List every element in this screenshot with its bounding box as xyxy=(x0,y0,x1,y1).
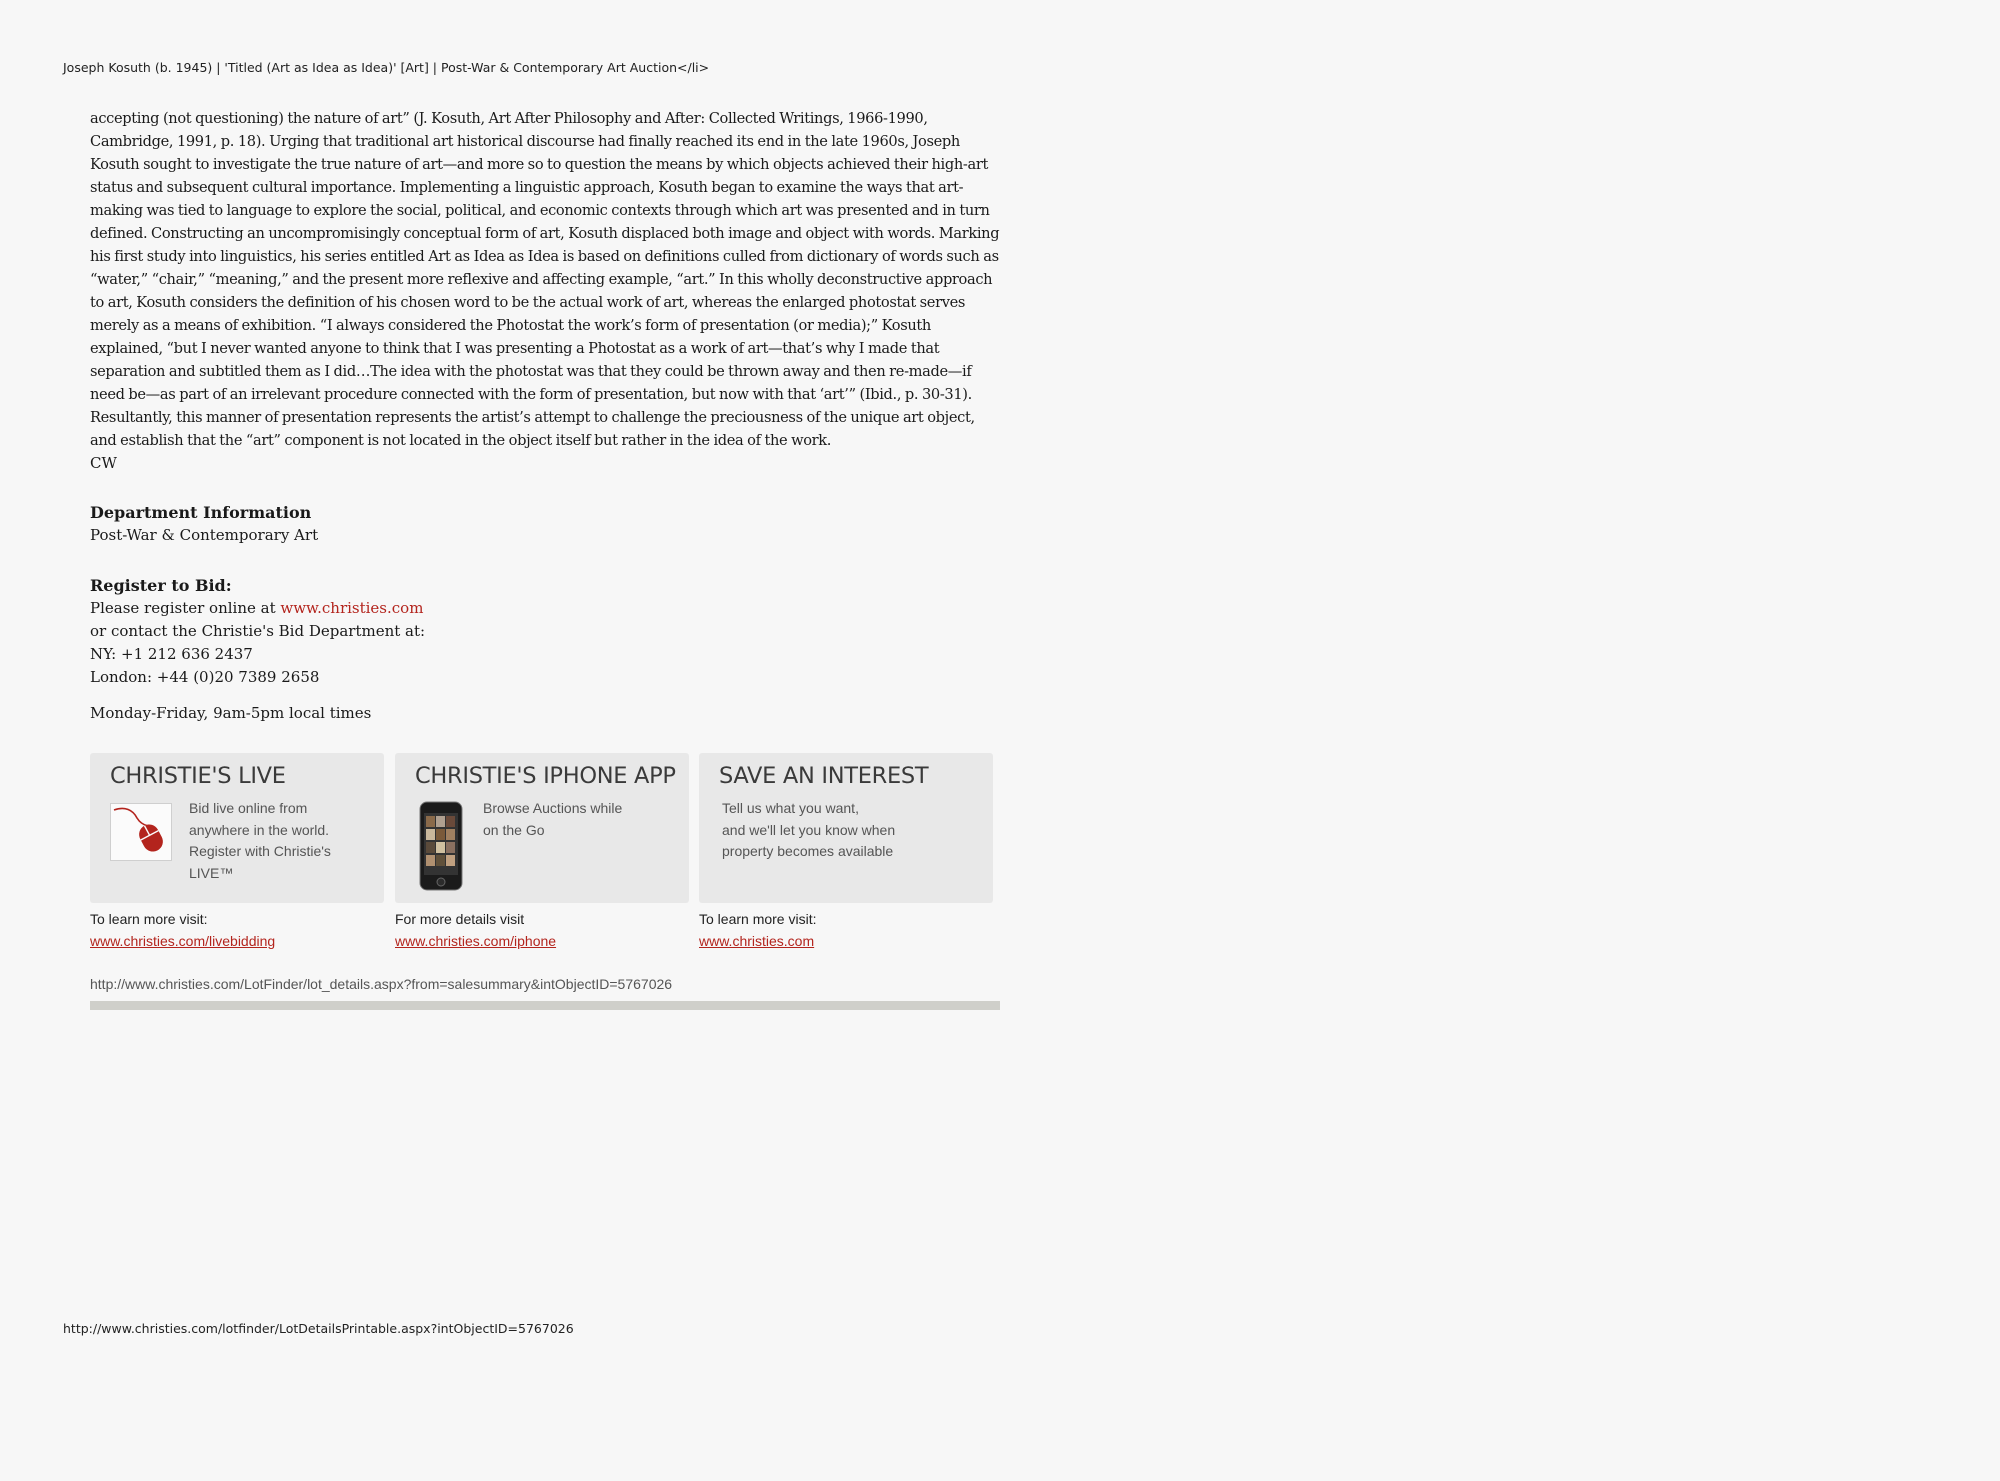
promo-text-line: property becomes available xyxy=(722,843,894,859)
ny-phone: NY: +1 212 636 2437 xyxy=(90,645,253,663)
promo-save-an-interest xyxy=(699,753,993,952)
promo-caption xyxy=(395,909,689,952)
promo-link[interactable]: www.christies.com xyxy=(699,932,815,949)
promo-iphone-app xyxy=(395,753,689,952)
promo-caption-label: To learn more visit: xyxy=(699,911,817,927)
promo-caption xyxy=(90,909,384,952)
mouse-icon xyxy=(110,803,172,861)
promo-text-line: Bid live online from xyxy=(189,800,308,816)
promo-text-line: LIVE™ xyxy=(189,864,234,881)
register-online-prefix: Please register online at xyxy=(90,599,281,617)
register-link[interactable]: www.christies.com xyxy=(280,599,424,617)
promo-text-line: and we'll let you know when xyxy=(722,821,896,838)
promo-title: SAVE AN INTEREST xyxy=(719,763,929,789)
promo-text-line: Register with Christie's xyxy=(189,843,331,859)
department-name: Post-War & Contemporary Art xyxy=(90,526,319,544)
promo-box[interactable] xyxy=(90,753,384,903)
promo-text xyxy=(722,798,895,863)
lot-essay-section xyxy=(90,107,1002,725)
lot-essay: accepting (not questioning) the nature of art” (J. Kosuth, Art After Philosophy and After: Collected Writings, 1966-1990, Cambridge, 1991, p. 18). Urging that traditional art historical discourse had finally reached its end in the late 1960s, Joseph Kosuth sought to investigate the true nature of art—and more so to question the means by which objects achieved their high-art status and subsequent cultural importance. Implementing a linguistic approach, Kosuth began to examine the ways that art-making was tied to language to explore the social, political, and economic contexts through which art was presented and in turn defined. Constructing an uncompromisingly conceptual form of art, Kosuth displaced both image and object with words. Marking his first study into linguistics, his series entitled Art as Idea as Idea is based on definitions culled from dictionary of words such as “water,” “chair,” “meaning,” and the present more reflexive and affecting example, “art.” In this wholly deconstructive approach to art, Kosuth considers the definition of his chosen word to be the actual work of art, whereas the enlarged photostat serves merely as a means of exhibition. “I always considered the Photostat the work’s form of presentation (or media);” Kosuth explained, “but I never wanted anyone to think that I was presenting a Photostat as a work of art—that’s why I made that separation and subtitled them as I did…The idea with the photostat was that they could be thrown away and then re-made—if need be—as part of an irrelevant procedure connected with the form of presentation, but now with that ‘art’” (Ibid., p. 30-31). Resultantly, this manner of presentation represents the artist’s attempt to challenge the preciousness of the unique art object, and establish that the “art” component is not located in the object itself but rather in the idea of the work. xyxy=(90,110,1000,449)
promo-box[interactable] xyxy=(395,753,689,903)
promo-christies-live xyxy=(90,753,384,952)
promo-row xyxy=(90,753,1002,953)
promo-text-line: on the Go xyxy=(483,821,545,838)
promo-link[interactable]: www.christies.com/livebidding xyxy=(90,932,276,949)
promo-title: CHRISTIE'S LIVE xyxy=(110,763,286,789)
print-footer-url: http://www.christies.com/lotfinder/LotDetailsPrintable.aspx?intObjectID=5767026 xyxy=(63,1321,574,1336)
promo-text-line: Browse Auctions while xyxy=(483,800,623,816)
department-heading: Department Information xyxy=(90,503,312,522)
office-hours: Monday-Friday, 9am-5pm local times xyxy=(90,704,372,722)
promo-caption xyxy=(699,909,993,952)
promo-caption-label: For more details visit xyxy=(395,911,525,927)
register-heading: Register to Bid: xyxy=(90,576,232,595)
register-contact-line: or contact the Christie's Bid Department at: xyxy=(90,622,426,640)
promo-caption-label: To learn more visit: xyxy=(90,911,208,927)
register-online-line xyxy=(90,597,1002,620)
lot-page-url: http://www.christies.com/LotFinder/lot_details.aspx?from=salesummary&intObjectID=5767026 xyxy=(90,976,673,992)
promo-text xyxy=(483,798,622,841)
promo-link[interactable]: www.christies.com/iphone xyxy=(395,932,557,949)
print-header: Joseph Kosuth (b. 1945) | 'Titled (Art as Idea as Idea)' [Art] | Post-War & Contemporary Art Auction</li> xyxy=(63,60,710,75)
promo-box[interactable] xyxy=(699,753,993,903)
divider-bar xyxy=(90,1001,1000,1010)
iphone-icon xyxy=(419,801,463,896)
london-phone: London: +44 (0)20 7389 2658 xyxy=(90,668,320,686)
promo-text-line: anywhere in the world. xyxy=(189,821,330,838)
promo-text xyxy=(189,798,331,884)
promo-title: CHRISTIE'S IPHONE APP xyxy=(415,763,676,789)
promo-text-line: Tell us what you want, xyxy=(722,800,859,816)
essay-author-initials: CW xyxy=(90,454,117,472)
